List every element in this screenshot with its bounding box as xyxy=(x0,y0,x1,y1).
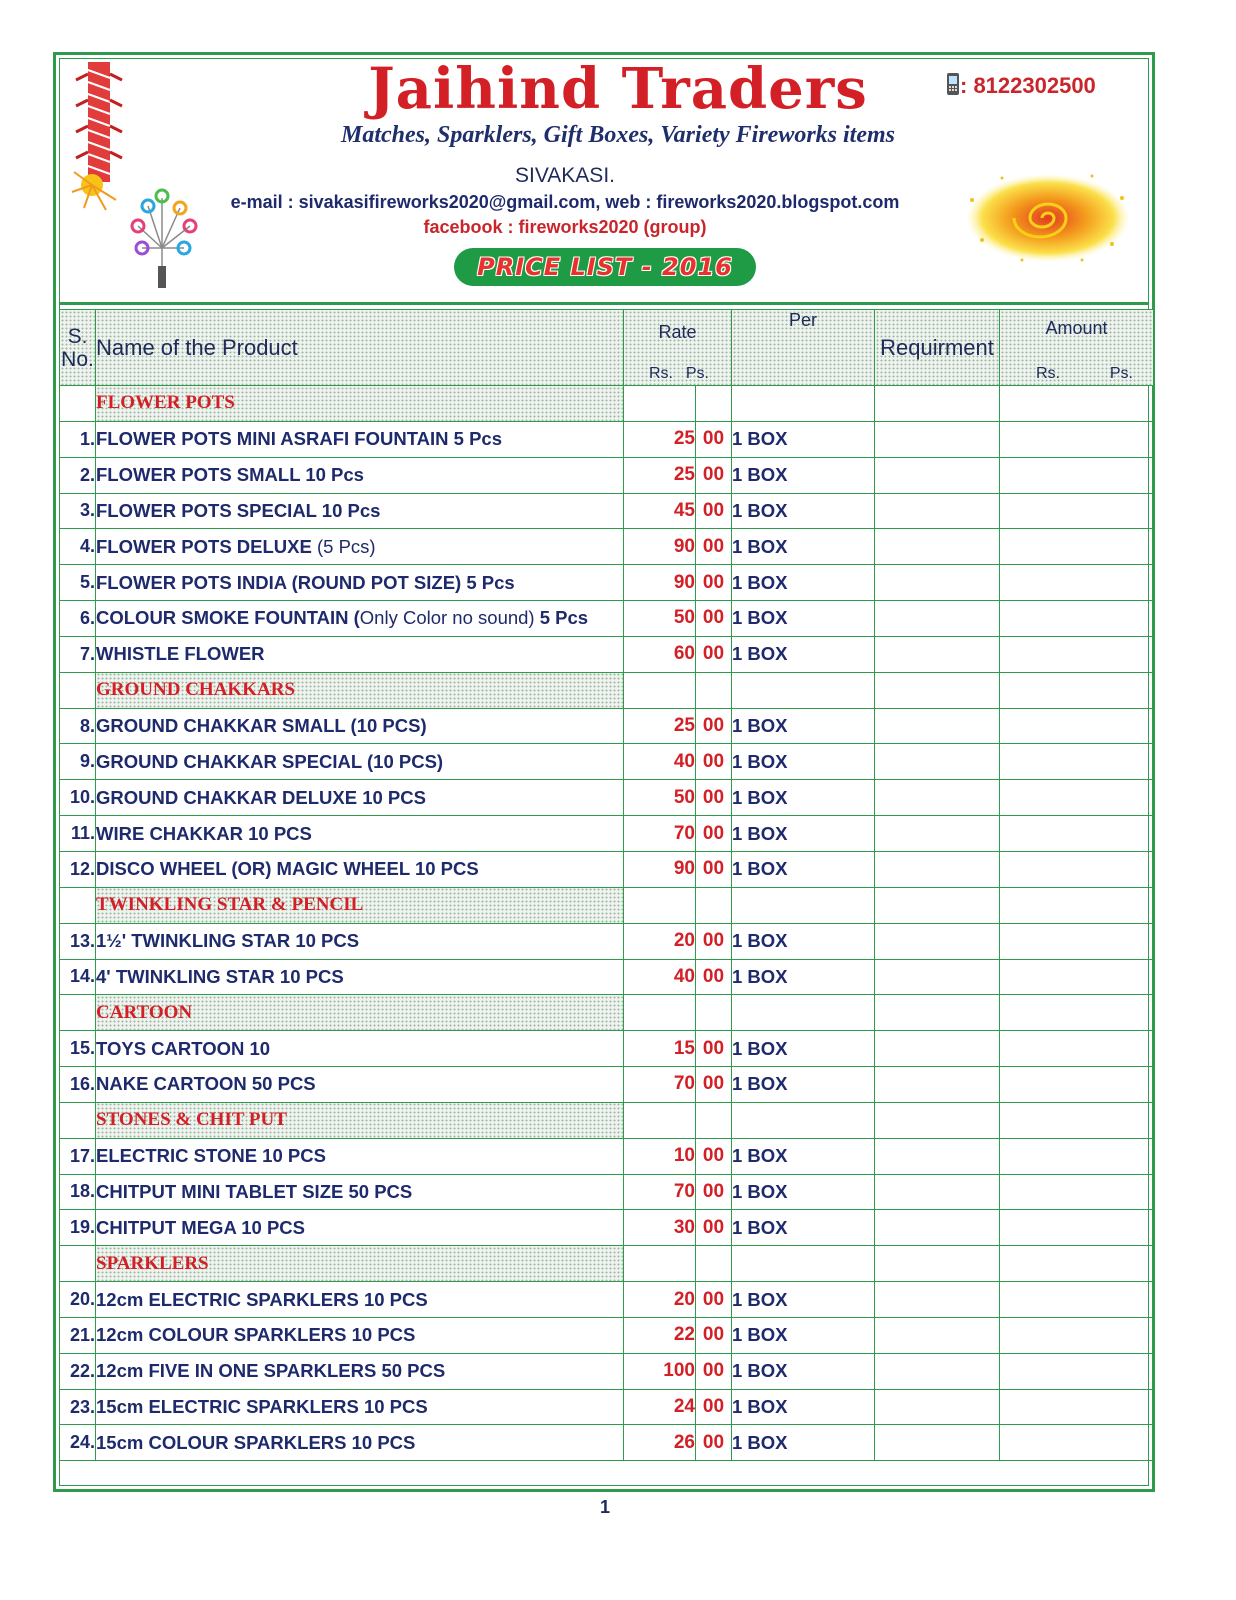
sno-cell: 1. xyxy=(60,421,96,457)
product-name: TOYS CARTOON 10 xyxy=(96,1037,271,1059)
amount-cell xyxy=(1000,1246,1154,1282)
col-header-rate-rs: Rs. xyxy=(649,365,673,382)
amount-cell xyxy=(1000,493,1154,529)
sno-cell: 19. xyxy=(60,1210,96,1246)
col-header-requirement: Requirment xyxy=(875,310,1000,386)
product-row xyxy=(60,708,1154,744)
per-cell xyxy=(732,1246,875,1282)
amount-cell xyxy=(1000,851,1154,887)
product-name-cell xyxy=(96,744,624,780)
product-note: (5 Pcs) xyxy=(316,535,376,557)
per-cell: 1 BOX xyxy=(732,1067,875,1103)
rate-ps-cell: 00 xyxy=(696,1210,732,1246)
rate-ps-cell: 00 xyxy=(696,1031,732,1067)
product-name-cell xyxy=(96,1282,624,1318)
rate-ps-cell: 00 xyxy=(696,1282,732,1318)
rate-rs-cell: 25 xyxy=(624,457,696,493)
product-name: 1½' TWINKLING STAR 10 PCS xyxy=(96,930,360,952)
sno-cell xyxy=(60,995,96,1031)
product-row xyxy=(60,959,1154,995)
requirement-cell[interactable] xyxy=(875,1067,1000,1103)
rate-rs-cell xyxy=(624,386,696,422)
amount-cell xyxy=(1000,744,1154,780)
product-name: NAKE CARTOON 50 PCS xyxy=(96,1073,316,1095)
rate-ps-cell: 00 xyxy=(696,1353,732,1389)
phone-number xyxy=(946,72,1096,99)
rate-rs-cell: 100 xyxy=(624,1353,696,1389)
rate-ps-cell: 00 xyxy=(696,1174,732,1210)
product-row xyxy=(60,1317,1154,1353)
amount-cell xyxy=(1000,601,1154,637)
product-suffix: 5 Pcs xyxy=(534,607,589,629)
product-row xyxy=(60,1353,1154,1389)
sno-cell: 21. xyxy=(60,1317,96,1353)
col-header-name-label: Name of the Product xyxy=(96,334,298,360)
page-number: 1 xyxy=(599,1497,610,1517)
requirement-cell[interactable] xyxy=(875,1031,1000,1067)
rate-rs-cell: 60 xyxy=(624,636,696,672)
requirement-cell[interactable] xyxy=(875,816,1000,852)
rate-rs-cell: 25 xyxy=(624,708,696,744)
rate-ps-cell: 00 xyxy=(696,959,732,995)
product-name: 12cm ELECTRIC SPARKLERS 10 PCS xyxy=(96,1288,428,1310)
product-name: DISCO WHEEL (OR) MAGIC WHEEL 10 PCS xyxy=(96,858,479,880)
rate-rs-cell xyxy=(624,995,696,1031)
requirement-cell[interactable] xyxy=(875,601,1000,637)
requirement-cell[interactable] xyxy=(875,1425,1000,1461)
rate-rs-cell xyxy=(624,672,696,708)
col-header-rate-label: Rate xyxy=(658,322,697,342)
rate-ps-cell: 00 xyxy=(696,1067,732,1103)
requirement-cell[interactable] xyxy=(875,421,1000,457)
product-name-cell xyxy=(96,1174,624,1210)
requirement-cell[interactable] xyxy=(875,457,1000,493)
rate-ps-cell: 00 xyxy=(696,1389,732,1425)
product-name-cell xyxy=(96,636,624,672)
requirement-cell[interactable] xyxy=(875,708,1000,744)
rate-rs-cell: 50 xyxy=(624,780,696,816)
rate-ps-cell xyxy=(696,1102,732,1138)
rate-rs-cell: 26 xyxy=(624,1425,696,1461)
amount-cell xyxy=(1000,1425,1154,1461)
category-label: TWINKLING STAR & PENCIL xyxy=(96,887,624,923)
sno-cell xyxy=(60,386,96,422)
price-table xyxy=(59,309,1154,1461)
per-cell: 1 BOX xyxy=(732,1031,875,1067)
sno-cell: 22. xyxy=(60,1353,96,1389)
rate-rs-cell: 15 xyxy=(624,1031,696,1067)
per-cell: 1 BOX xyxy=(732,421,875,457)
amount-cell xyxy=(1000,780,1154,816)
product-name: FLOWER POTS SPECIAL 10 Pcs xyxy=(96,499,381,521)
rate-rs-cell: 40 xyxy=(624,744,696,780)
requirement-cell[interactable] xyxy=(875,1282,1000,1318)
per-cell: 1 BOX xyxy=(732,1210,875,1246)
requirement-cell[interactable] xyxy=(875,1138,1000,1174)
per-cell: 1 BOX xyxy=(732,1138,875,1174)
amount-cell xyxy=(1000,636,1154,672)
product-name: COLOUR SMOKE FOUNTAIN ( xyxy=(96,607,360,629)
requirement-cell[interactable] xyxy=(875,780,1000,816)
col-header-amount-ps: Ps. xyxy=(1109,365,1133,382)
category-label: SPARKLERS xyxy=(96,1246,624,1282)
amount-cell xyxy=(1000,565,1154,601)
product-name: 4' TWINKLING STAR 10 PCS xyxy=(96,965,344,987)
product-row xyxy=(60,493,1154,529)
product-row xyxy=(60,1282,1154,1318)
rate-ps-cell xyxy=(696,1246,732,1282)
product-name: GROUND CHAKKAR DELUXE 10 PCS xyxy=(96,786,426,808)
per-cell xyxy=(732,1102,875,1138)
requirement-cell[interactable] xyxy=(875,529,1000,565)
amount-cell xyxy=(1000,995,1154,1031)
rate-rs-cell: 50 xyxy=(624,601,696,637)
product-row xyxy=(60,923,1154,959)
company-city: SIVAKASI. xyxy=(515,164,615,187)
product-name-cell xyxy=(96,1138,624,1174)
product-name: WHISTLE FLOWER xyxy=(96,643,265,665)
amount-cell xyxy=(1000,1353,1154,1389)
rate-rs-cell: 10 xyxy=(624,1138,696,1174)
requirement-cell xyxy=(875,1102,1000,1138)
per-cell: 1 BOX xyxy=(732,1425,875,1461)
product-name: 12cm FIVE IN ONE SPARKLERS 50 PCS xyxy=(96,1360,446,1382)
amount-cell xyxy=(1000,672,1154,708)
product-name: CHITPUT MEGA 10 PCS xyxy=(96,1216,306,1238)
product-name-cell xyxy=(96,780,624,816)
sno-cell: 16. xyxy=(60,1067,96,1103)
amount-cell xyxy=(1000,959,1154,995)
sno-cell: 14. xyxy=(60,959,96,995)
per-cell: 1 BOX xyxy=(732,708,875,744)
product-row xyxy=(60,1425,1154,1461)
sno-cell xyxy=(60,1246,96,1282)
requirement-cell[interactable] xyxy=(875,1353,1000,1389)
product-name: GROUND CHAKKAR SMALL (10 PCS) xyxy=(96,715,427,737)
header-separator xyxy=(59,302,1149,305)
sno-cell: 9. xyxy=(60,744,96,780)
product-name: 12cm COLOUR SPARKLERS 10 PCS xyxy=(96,1324,416,1346)
rate-rs-cell: 40 xyxy=(624,959,696,995)
amount-cell xyxy=(1000,1102,1154,1138)
requirement-cell[interactable] xyxy=(875,851,1000,887)
rate-ps-cell xyxy=(696,995,732,1031)
category-label: STONES & CHIT PUT xyxy=(96,1102,624,1138)
rate-ps-cell: 00 xyxy=(696,816,732,852)
amount-cell xyxy=(1000,529,1154,565)
product-name-cell xyxy=(96,851,624,887)
per-cell: 1 BOX xyxy=(732,816,875,852)
col-header-rate-ps: Ps. xyxy=(685,365,709,382)
rate-ps-cell: 00 xyxy=(696,708,732,744)
product-name: ELECTRIC STONE 10 PCS xyxy=(96,1145,326,1167)
per-cell: 1 BOX xyxy=(732,529,875,565)
product-row xyxy=(60,780,1154,816)
per-cell: 1 BOX xyxy=(732,923,875,959)
requirement-cell[interactable] xyxy=(875,959,1000,995)
product-name: GROUND CHAKKAR SPECIAL (10 PCS) xyxy=(96,750,444,772)
requirement-cell[interactable] xyxy=(875,1389,1000,1425)
product-name-cell xyxy=(96,565,624,601)
per-cell: 1 BOX xyxy=(732,1174,875,1210)
mobile-phone-icon xyxy=(946,72,960,96)
per-cell: 1 BOX xyxy=(732,1353,875,1389)
sno-cell: 20. xyxy=(60,1282,96,1318)
per-cell: 1 BOX xyxy=(732,959,875,995)
product-row xyxy=(60,1174,1154,1210)
product-name-cell xyxy=(96,1031,624,1067)
col-header-amount-rs: Rs. xyxy=(1036,365,1060,382)
per-cell: 1 BOX xyxy=(732,493,875,529)
sno-cell: 17. xyxy=(60,1138,96,1174)
rate-ps-cell: 00 xyxy=(696,1425,732,1461)
category-row xyxy=(60,1246,1154,1282)
phone-number-text: : 8122302500 xyxy=(960,73,1096,98)
product-row xyxy=(60,565,1154,601)
amount-cell xyxy=(1000,1174,1154,1210)
requirement-cell xyxy=(875,672,1000,708)
product-row xyxy=(60,457,1154,493)
per-cell xyxy=(732,672,875,708)
rate-ps-cell xyxy=(696,386,732,422)
product-name: CHITPUT MINI TABLET SIZE 50 PCS xyxy=(96,1180,413,1202)
per-cell: 1 BOX xyxy=(732,601,875,637)
rate-rs-cell: 45 xyxy=(624,493,696,529)
per-cell: 1 BOX xyxy=(732,565,875,601)
product-name-cell xyxy=(96,1353,624,1389)
product-row xyxy=(60,1031,1154,1067)
rate-ps-cell: 00 xyxy=(696,851,732,887)
rate-ps-cell xyxy=(696,887,732,923)
rate-rs-cell: 90 xyxy=(624,851,696,887)
rate-rs-cell: 70 xyxy=(624,816,696,852)
product-note: Only Color no sound) xyxy=(359,607,535,629)
product-row xyxy=(60,601,1154,637)
sno-cell xyxy=(60,1102,96,1138)
rate-rs-cell: 24 xyxy=(624,1389,696,1425)
sno-cell: 11. xyxy=(60,816,96,852)
requirement-cell xyxy=(875,887,1000,923)
product-name-cell xyxy=(96,1389,624,1425)
rate-ps-cell: 00 xyxy=(696,923,732,959)
per-cell: 1 BOX xyxy=(732,780,875,816)
rate-rs-cell: 22 xyxy=(624,1317,696,1353)
product-row xyxy=(60,1389,1154,1425)
amount-cell xyxy=(1000,708,1154,744)
per-cell xyxy=(732,887,875,923)
per-cell xyxy=(732,386,875,422)
product-row xyxy=(60,851,1154,887)
sno-cell: 8. xyxy=(60,708,96,744)
requirement-cell[interactable] xyxy=(875,636,1000,672)
per-cell: 1 BOX xyxy=(732,744,875,780)
product-row xyxy=(60,1067,1154,1103)
amount-cell xyxy=(1000,1282,1154,1318)
product-name: WIRE CHAKKAR 10 PCS xyxy=(96,822,312,844)
rate-ps-cell: 00 xyxy=(696,493,732,529)
company-title: Jaihind Traders xyxy=(368,56,868,122)
requirement-cell[interactable] xyxy=(875,565,1000,601)
amount-cell xyxy=(1000,1138,1154,1174)
rate-ps-cell: 00 xyxy=(696,780,732,816)
sno-cell xyxy=(60,672,96,708)
product-name: 15cm ELECTRIC SPARKLERS 10 PCS xyxy=(96,1396,428,1418)
product-name-cell xyxy=(96,601,624,637)
rate-rs-cell xyxy=(624,887,696,923)
col-header-per: Per xyxy=(732,310,875,386)
rate-rs-cell: 90 xyxy=(624,565,696,601)
rate-rs-cell: 25 xyxy=(624,421,696,457)
product-row xyxy=(60,1138,1154,1174)
sno-cell: 10. xyxy=(60,780,96,816)
amount-cell xyxy=(1000,1210,1154,1246)
category-label: GROUND CHAKKARS xyxy=(96,672,624,708)
category-row xyxy=(60,672,1154,708)
category-row xyxy=(60,1102,1154,1138)
rate-rs-cell: 70 xyxy=(624,1174,696,1210)
rate-rs-cell: 70 xyxy=(624,1067,696,1103)
rate-ps-cell: 00 xyxy=(696,421,732,457)
sno-cell: 15. xyxy=(60,1031,96,1067)
product-name: 15cm COLOUR SPARKLERS 10 PCS xyxy=(96,1431,416,1453)
category-row xyxy=(60,386,1154,422)
product-name-cell xyxy=(96,1425,624,1461)
sno-cell: 4. xyxy=(60,529,96,565)
product-row xyxy=(60,529,1154,565)
amount-cell xyxy=(1000,457,1154,493)
product-name-cell xyxy=(96,1317,624,1353)
product-name: FLOWER POTS DELUXE xyxy=(96,535,317,557)
product-name: FLOWER POTS SMALL 10 Pcs xyxy=(96,464,364,486)
contact-line: e-mail : sivakasifireworks2020@gmail.com, web : fireworks2020.blogspot.com xyxy=(230,192,900,212)
sno-cell: 23. xyxy=(60,1389,96,1425)
requirement-cell[interactable] xyxy=(875,493,1000,529)
product-name-cell xyxy=(96,421,624,457)
rate-rs-cell: 30 xyxy=(624,1210,696,1246)
sno-cell: 6. xyxy=(60,601,96,637)
product-name-cell xyxy=(96,923,624,959)
col-header-amount-label: Amount xyxy=(1045,318,1108,338)
product-name-cell xyxy=(96,1067,624,1103)
facebook-line: facebook : fireworks2020 (group) xyxy=(423,217,707,237)
col-header-sno: S. No. xyxy=(60,310,96,386)
product-name-cell xyxy=(96,457,624,493)
sno-cell: 5. xyxy=(60,565,96,601)
requirement-cell xyxy=(875,386,1000,422)
amount-cell xyxy=(1000,887,1154,923)
product-name-cell xyxy=(96,1210,624,1246)
requirement-cell xyxy=(875,995,1000,1031)
rate-rs-cell xyxy=(624,1102,696,1138)
product-row xyxy=(60,816,1154,852)
sno-cell xyxy=(60,887,96,923)
requirement-cell[interactable] xyxy=(875,1210,1000,1246)
rate-ps-cell: 00 xyxy=(696,636,732,672)
rate-ps-cell: 00 xyxy=(696,744,732,780)
per-cell: 1 BOX xyxy=(732,1389,875,1425)
sno-cell: 24. xyxy=(60,1425,96,1461)
sno-cell: 12. xyxy=(60,851,96,887)
rate-rs-cell: 90 xyxy=(624,529,696,565)
product-row xyxy=(60,1210,1154,1246)
category-label: FLOWER POTS xyxy=(96,386,624,422)
requirement-cell xyxy=(875,1246,1000,1282)
requirement-cell[interactable] xyxy=(875,1317,1000,1353)
sno-cell: 13. xyxy=(60,923,96,959)
price-list-badge: PRICE LIST - 2016 xyxy=(454,248,756,286)
product-row xyxy=(60,636,1154,672)
table-header-row xyxy=(60,310,1154,386)
product-name-cell xyxy=(96,816,624,852)
product-name: FLOWER POTS INDIA (ROUND POT SIZE) 5 Pcs xyxy=(96,571,515,593)
rate-ps-cell: 00 xyxy=(696,1138,732,1174)
requirement-cell[interactable] xyxy=(875,744,1000,780)
per-cell: 1 BOX xyxy=(732,636,875,672)
amount-cell xyxy=(1000,1389,1154,1425)
product-name-cell xyxy=(96,708,624,744)
product-name-cell xyxy=(96,493,624,529)
category-label: CARTOON xyxy=(96,995,624,1031)
per-cell xyxy=(732,995,875,1031)
per-cell: 1 BOX xyxy=(732,851,875,887)
amount-cell xyxy=(1000,816,1154,852)
rate-ps-cell: 00 xyxy=(696,601,732,637)
rate-ps-cell: 00 xyxy=(696,565,732,601)
rate-ps-cell: 00 xyxy=(696,529,732,565)
product-name-cell xyxy=(96,529,624,565)
category-row xyxy=(60,887,1154,923)
per-cell: 1 BOX xyxy=(732,1317,875,1353)
company-tagline: Matches, Sparklers, Gift Boxes, Variety Fireworks items xyxy=(340,122,896,148)
category-row xyxy=(60,995,1154,1031)
rate-ps-cell xyxy=(696,672,732,708)
amount-cell xyxy=(1000,1317,1154,1353)
col-header-rate xyxy=(624,310,732,386)
product-name-cell xyxy=(96,959,624,995)
rate-ps-cell: 00 xyxy=(696,457,732,493)
per-cell: 1 BOX xyxy=(732,1282,875,1318)
rate-ps-cell: 00 xyxy=(696,1317,732,1353)
product-name: FLOWER POTS MINI ASRAFI FOUNTAIN 5 Pcs xyxy=(96,428,502,450)
sno-cell: 18. xyxy=(60,1174,96,1210)
rate-rs-cell xyxy=(624,1246,696,1282)
rate-rs-cell: 20 xyxy=(624,1282,696,1318)
per-cell: 1 BOX xyxy=(732,457,875,493)
requirement-cell[interactable] xyxy=(875,923,1000,959)
amount-cell xyxy=(1000,386,1154,422)
product-row xyxy=(60,744,1154,780)
amount-cell xyxy=(1000,1067,1154,1103)
rate-rs-cell: 20 xyxy=(624,923,696,959)
sno-cell: 3. xyxy=(60,493,96,529)
product-row xyxy=(60,421,1154,457)
col-header-amount xyxy=(1000,310,1154,386)
col-header-name xyxy=(96,310,624,386)
sno-cell: 7. xyxy=(60,636,96,672)
amount-cell xyxy=(1000,923,1154,959)
amount-cell xyxy=(1000,421,1154,457)
sno-cell: 2. xyxy=(60,457,96,493)
requirement-cell[interactable] xyxy=(875,1174,1000,1210)
amount-cell xyxy=(1000,1031,1154,1067)
